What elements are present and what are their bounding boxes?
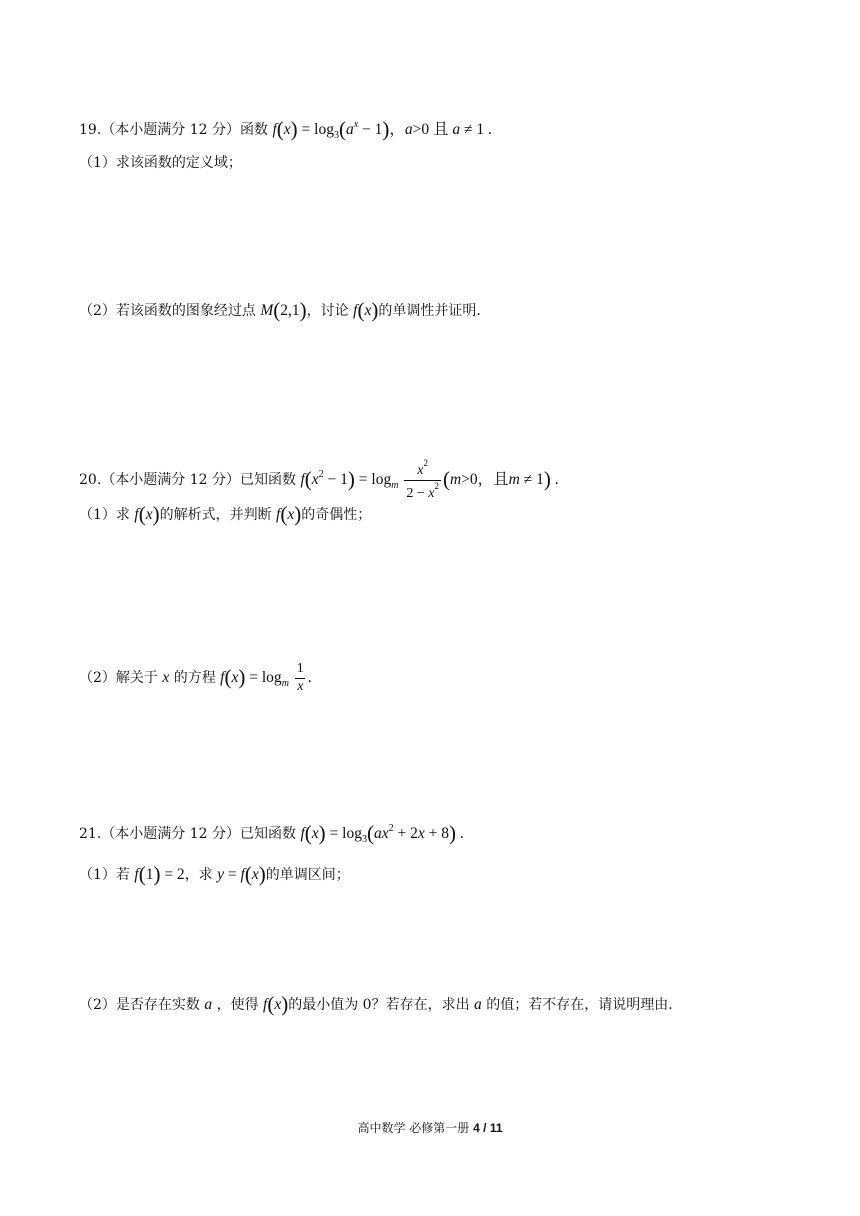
q21-condition: f(1) = 2 xyxy=(134,862,185,886)
page-footer: 高中数学 必修第一册 4 / 11 xyxy=(357,1121,503,1135)
q20-equation: $f(x) = \log_m$ $\frac{1}{x}$ . xyxy=(220,661,312,694)
page-number: 4 / 11 xyxy=(473,1121,503,1135)
point-m: M(2,1) xyxy=(260,298,307,322)
q19-statement: 19.（本小题满分 12 分）函数 $f(x) = \log_3(a^x - 1)$，a>0 且 a ≠ 1 . xyxy=(79,117,492,141)
q21-part2: （2）是否存在实数 a ，使得 f(x)的最小值为 0？若存在，求出 a 的值；若不存在，请说明理由. xyxy=(79,992,673,1016)
q20-formula: $f(x^2 - 1) = \log_m$ $\frac{x^2}{2 - x^2}$ (m>0，且m ≠ 1) . xyxy=(300,458,559,501)
q21-statement: 21.（本小题满分 12 分）已知函数 $f(x) = \log_3(ax^2 + 2x + 8)$ . xyxy=(79,821,464,845)
q19-part1: （1）求该函数的定义域； xyxy=(79,155,242,171)
fx-symbol: f(x) xyxy=(134,502,160,526)
q20-equation-fraction: $\frac{1}{x}$ xyxy=(296,661,304,694)
q20-part1: （1）求 f(x)的解析式，并判断 f(x)的奇偶性； xyxy=(79,502,372,526)
var-a: a xyxy=(204,996,213,1013)
fx-symbol: f(x) xyxy=(263,992,289,1016)
fx-symbol: f(x) xyxy=(276,502,302,526)
q20-part2: （2）解关于 x 的方程 $f(x) = \log_m$ $\frac{1}{x}$ . xyxy=(79,661,312,694)
var-x: x xyxy=(162,668,170,686)
q21-function: y = f(x) xyxy=(217,862,266,886)
q19-part2: （2）若该函数的图象经过点 M(2,1)，讨论 f(x)的单调性并证明. xyxy=(79,298,481,322)
fx-symbol: f(x) xyxy=(353,298,379,322)
q21-part1: （1）若 f(1) = 2，求 y = f(x)的单调区间； xyxy=(79,862,350,886)
q21-formula: $f(x) = \log_3(ax^2 + 2x + 8)$ . xyxy=(300,821,464,845)
q19-formula: $f(x) = \log_3(a^x - 1)$，a>0 且 a ≠ 1 . xyxy=(272,117,492,141)
q20-statement: 20.（本小题满分 12 分）已知函数 $f(x^2 - 1) = \log_m$ $\frac{x^2}{2 - x^2}$ (m>0，且m ≠ 1) . xyxy=(79,458,559,501)
var-a: a xyxy=(474,996,482,1013)
q20-fraction: $\frac{x^2}{2 - x^2}$ xyxy=(406,458,439,501)
